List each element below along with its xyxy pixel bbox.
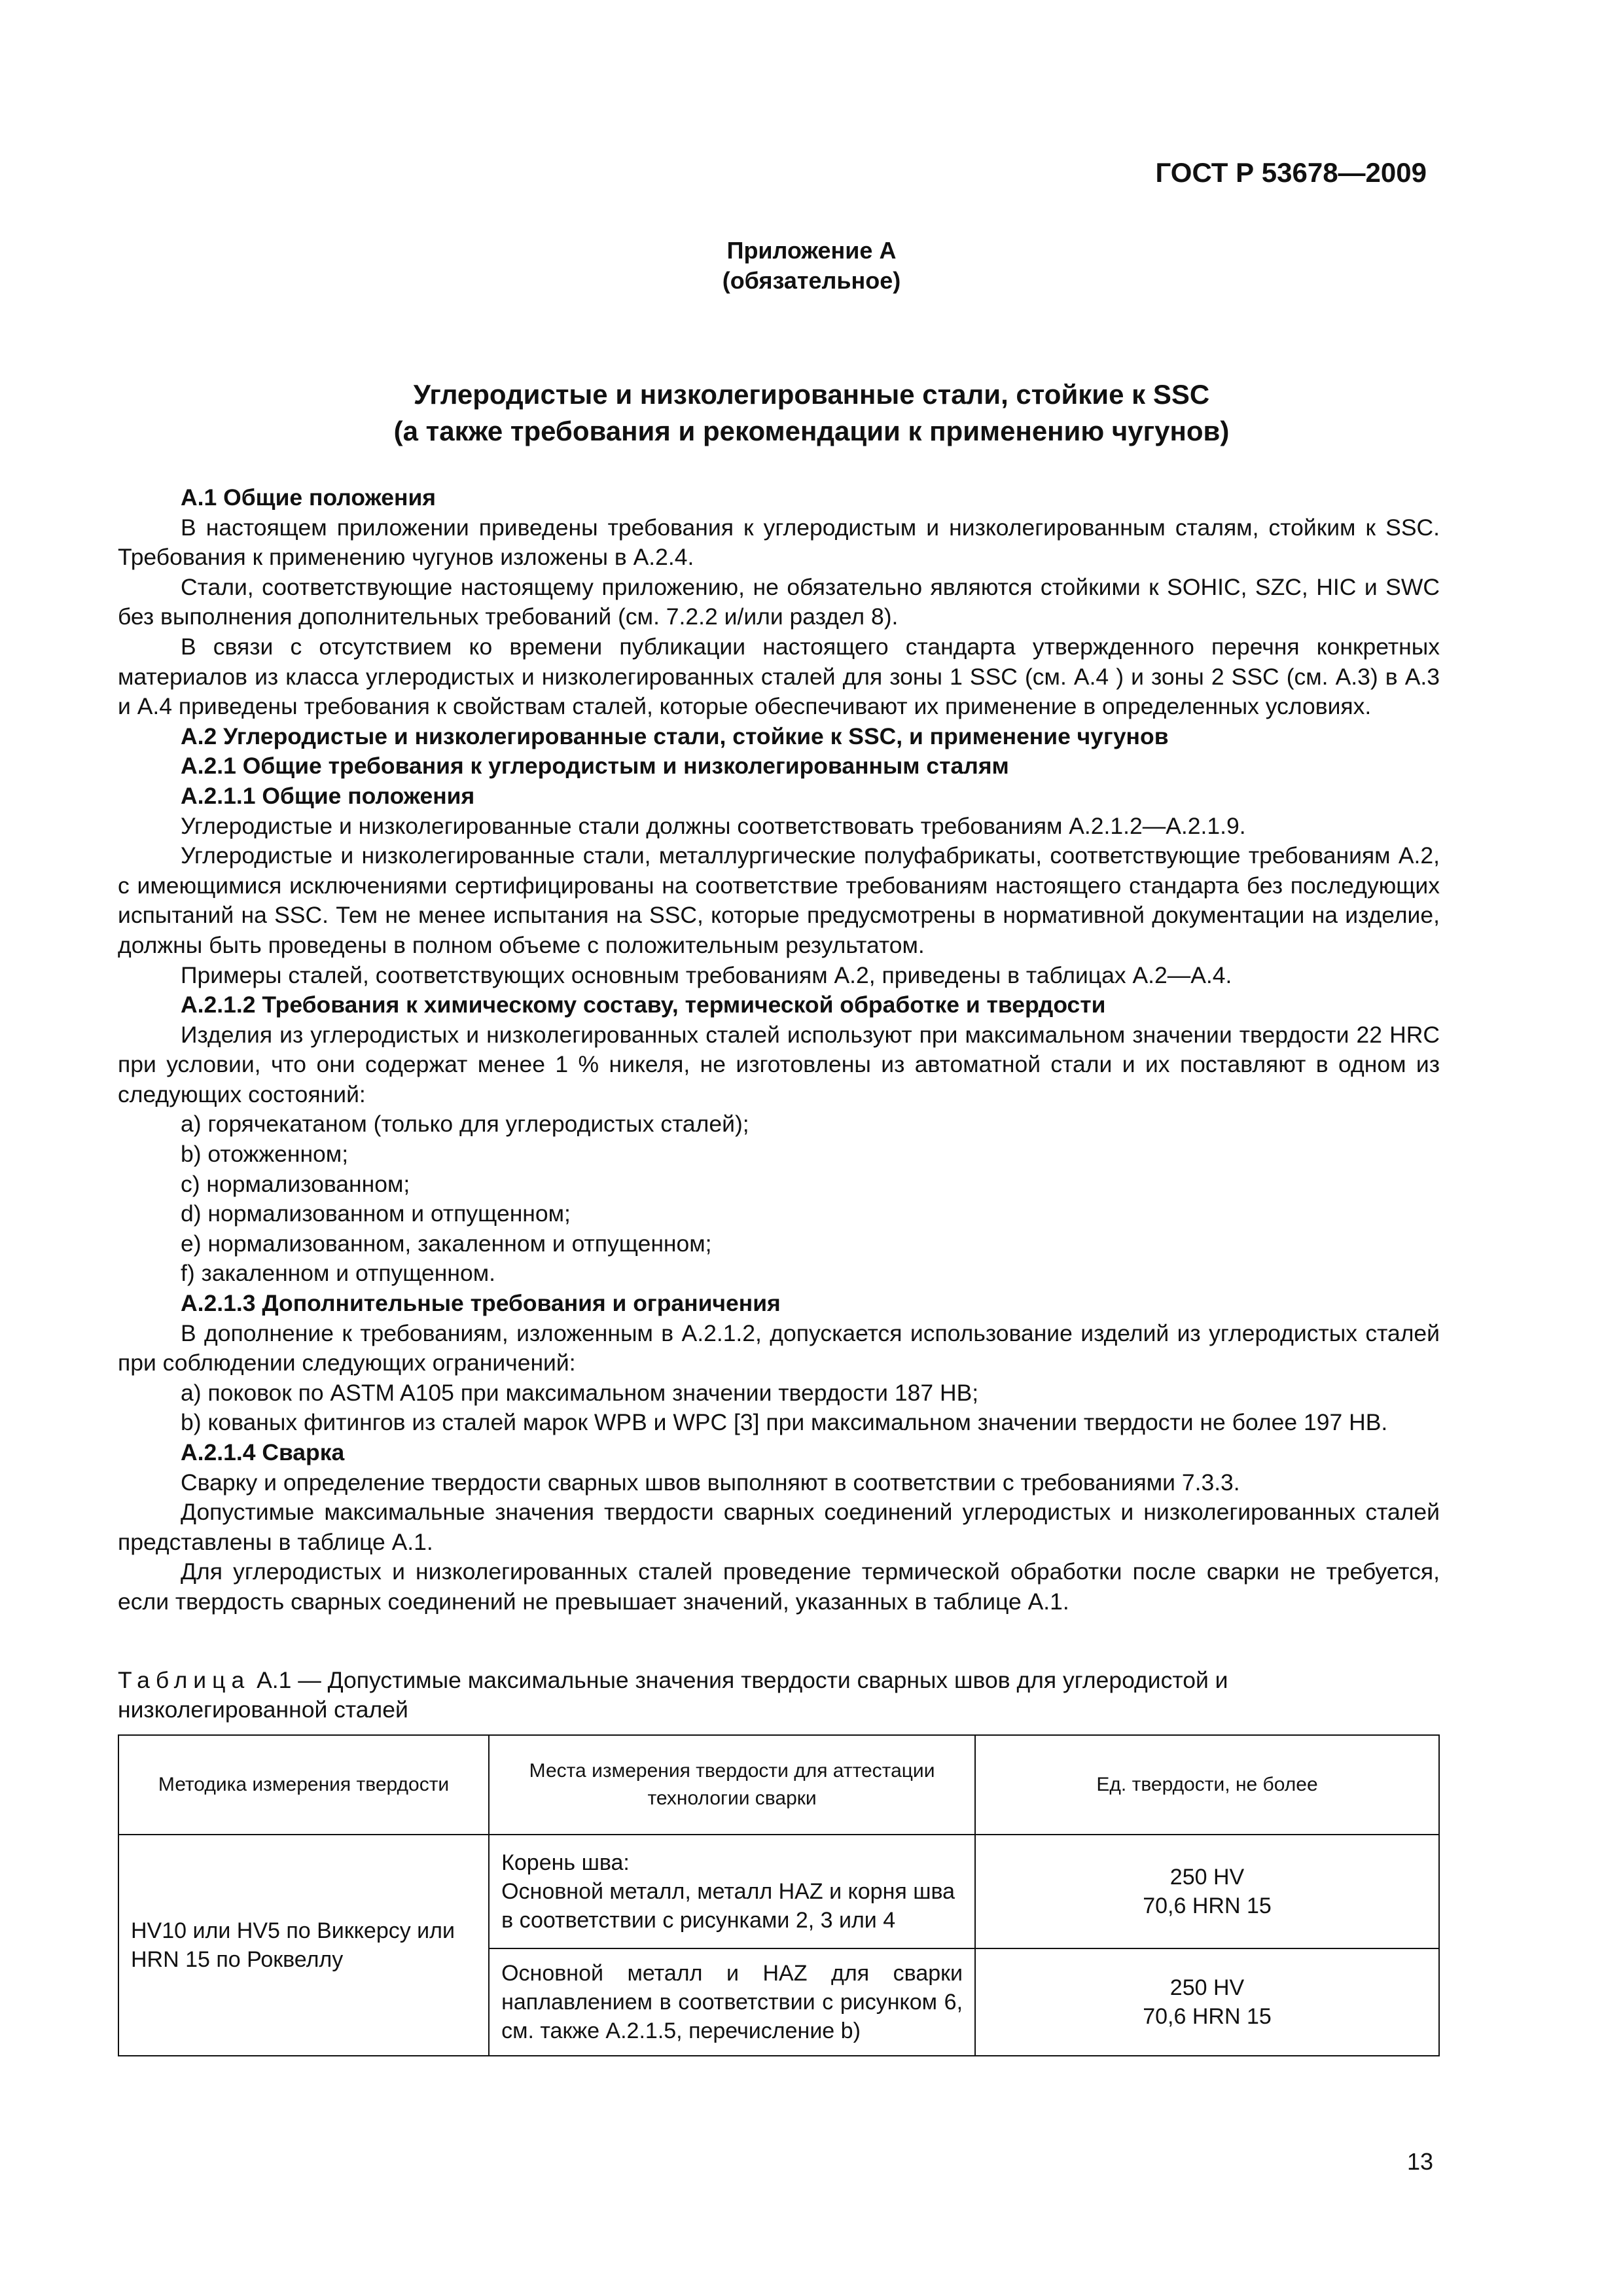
cell-method: HV10 или HV5 по Виккерсу или HRN 15 по Роквеллу (118, 1835, 489, 2056)
list-item: d) нормализованном и отпущенном; (181, 1200, 571, 1227)
table-caption-label: Таблица (118, 1667, 251, 1693)
table-row (118, 1835, 1439, 1948)
section-heading: А.2.1.4 Сварка (181, 1439, 345, 1465)
paragraph: Углеродистые и низколегированные стали должны соответствовать требованиям А.2.1.2—А.2.1.9. (181, 812, 1246, 839)
paragraph: В настоящем приложении приведены требования к углеродистым и низколегированным сталям, стойким к SSC. Требования к применению чугунов изложены в А.2.4. (118, 514, 1440, 571)
cell-location: Основной металл и HAZ для сварки наплавлением в соответствии с рисунком 6, см. также А.2.1.5, перечисление b) (489, 1948, 975, 2056)
section-heading: А.2.1.3 Дополнительные требования и ограничения (181, 1290, 781, 1317)
paragraph: Сварку и определение твердости сварных швов выполняют в соответствии с требованиями 7.3.3. (181, 1469, 1240, 1496)
cell-location (489, 1835, 975, 1948)
paragraph: Для углеродистых и низколегированных сталей проведение термической обработки после сварки не требуется, если твердость сварных соединений не превышает значений, указанных в таблице А.1. (118, 1558, 1440, 1615)
paragraph: В связи с отсутствием ко времени публикации настоящего стандарта утвержденного перечня конкретных материалов из класса углеродистых и низколегированных сталей для зоны 1 SSC (см. А.4 ) и зоны 2 SSC (см. А.3) в А.3 и А.4 приведены требования к свойствам сталей, которые обеспечивают их применение в определенных условиях. (118, 633, 1440, 720)
section-heading: А.1 Общие положения (181, 484, 436, 511)
section-heading: А.2.1 Общие требования к углеродистым и низколегированным сталям (181, 753, 1009, 780)
unit-value: 250 HV (1169, 1865, 1245, 1890)
hardness-table (118, 1734, 1440, 2056)
paragraph: Стали, соответствующие настоящему приложению, не обязательно являются стойкими к SOHIC, SZC, HIC и SWC без выполнения дополнительных требований (см. 7.2.2 и/или раздел 8). (118, 573, 1440, 630)
paragraph: Изделия из углеродистых и низколегированных сталей используют при максимальном значении твердости 22 HRC при условии, что они содержат менее 1 % никеля, не изготовлены из автоматной стали и их поставляют в одном из следующих состояний: (118, 1021, 1440, 1107)
main-title-line-2: (а также требования и рекомендации к применению чугунов) (393, 416, 1230, 446)
body-text (118, 483, 1440, 1617)
list-item: c) нормализованном; (181, 1170, 410, 1197)
list-item: b) отожженном; (181, 1141, 349, 1168)
location-line: Корень шва: (501, 1850, 630, 1875)
appendix-main-title (118, 376, 1505, 450)
list-item: b) кованых фитингов из сталей марок WPB и WPC [3] при максимальном значении твердости не более 197 НВ. (181, 1409, 1388, 1436)
unit-value: 250 HV (1169, 1975, 1245, 2000)
appendix-status: (обязательное) (722, 267, 901, 294)
appendix-title: Приложение А (726, 237, 897, 264)
paragraph: Примеры сталей, соответствующих основным требованиям А.2, приведены в таблицах А.2—А.4. (181, 961, 1232, 988)
table-caption-text: А.1 — Допустимые максимальные значения твердости сварных швов для углеродистой и низколегированной сталей (118, 1667, 1228, 1723)
header-units: Ед. твердости, не более (975, 1735, 1439, 1835)
unit-value: 70,6 HRN 15 (1143, 2004, 1272, 2029)
table-header-row (118, 1735, 1439, 1835)
section-heading: А.2 Углеродистые и низколегированные стали, стойкие к SSC, и применение чугунов (181, 723, 1169, 749)
section-heading: А.2.1.2 Требования к химическому составу, термической обработке и твердости (181, 992, 1106, 1018)
header-location: Места измерения твердости для аттестации технологии сварки (489, 1735, 975, 1835)
page-number: 13 (1406, 2148, 1433, 2175)
header-method: Методика измерения твердости (118, 1735, 489, 1835)
paragraph: Допустимые максимальные значения твердости сварных соединений углеродистых и низколегированных сталей представлены в таблице А.1. (118, 1499, 1440, 1555)
main-title-line-1: Углеродистые и низколегированные стали, стойкие к SSC (413, 379, 1210, 410)
paragraph: Углеродистые и низколегированные стали, металлургические полуфабрикаты, соответствующие требованиям А.2, с имеющимися исключениями сертифицированы на соответствие требованиям настоящего стандарта без последующих испытаний на SSC. Тем не менее испытания на SSC, которые предусмотрены в нормативной документации на изделие, должны быть проведены в полном объеме с положительным результатом. (118, 842, 1440, 958)
standard-number: ГОСТ Р 53678—2009 (1155, 157, 1427, 188)
list-item: f) закаленном и отпущенном. (181, 1260, 495, 1287)
list-item: a) горячекатаном (только для углеродистых сталей); (181, 1111, 749, 1138)
location-line: Основной металл, металл HAZ и корня шва в соответствии с рисунками 2, 3 или 4 (501, 1879, 955, 1933)
paragraph: В дополнение к требованиям, изложенным в А.2.1.2, допускается использование изделий из углеродистых сталей при соблюдении следующих ограничений: (118, 1319, 1440, 1376)
cell-units (975, 1948, 1439, 2056)
list-item: e) нормализованном, закаленном и отпущенном; (181, 1230, 712, 1257)
cell-units (975, 1835, 1439, 1948)
list-item: a) поковок по ASTM A105 при максимальном значении твердости 187 НВ; (181, 1379, 979, 1406)
section-heading: А.2.1.1 Общие положения (181, 782, 475, 809)
unit-value: 70,6 HRN 15 (1143, 1893, 1272, 1918)
appendix-heading (118, 236, 1505, 296)
table-caption (118, 1666, 1440, 1725)
